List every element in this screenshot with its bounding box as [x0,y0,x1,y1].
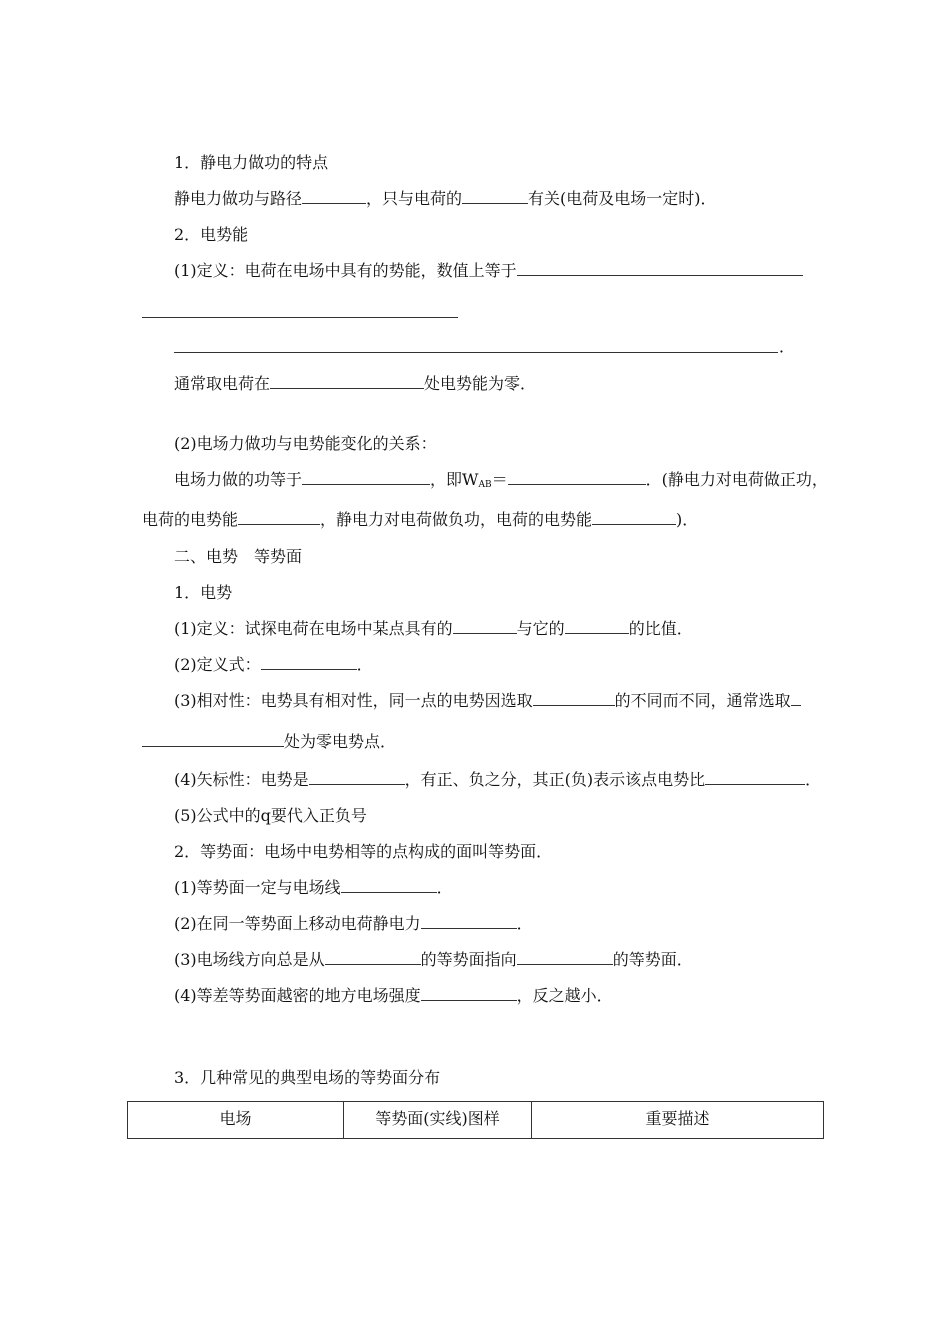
fill-blank[interactable] [791,691,801,706]
table-header-row [128,1102,824,1139]
paragraph-potential-definition: (1)定义：试探电荷在电场中某点具有的 与它的 的比值． [174,619,693,638]
paragraph-pe-definition: (1)定义：电荷在电场中具有的势能，数值上等于 [174,261,803,281]
fill-blank[interactable] [517,950,613,965]
heading-potential-equipotential: 二、电势 等势面 [174,547,303,566]
paragraph-equipotential-1: (1)等势面一定与电场线 ． [174,878,453,897]
heading-work-energy-relation: (2)电场力做功与电势能变化的关系： [174,434,437,453]
subheading-typical-fields: 3．几种常见的典型电场的等势面分布 [174,1068,441,1087]
table-header-cell: 电场 [128,1102,344,1139]
fill-blank[interactable] [462,189,528,204]
paragraph-potential-formula: (2)定义式： ． [174,655,373,674]
paragraph-relativity: (3)相对性：电势具有相对性，同一点的电势因选取 的不同而不同，通常选取 [174,691,801,711]
fill-blank[interactable] [592,510,676,525]
fill-blank-line[interactable] [174,352,778,353]
paragraph-equipotential-2: (2)在同一等势面上移动电荷静电力 ． [174,914,533,933]
paragraph-equipotential-3: (3)电场线方向总是从 的等势面指向 的等势面． [174,950,693,969]
fill-blank[interactable] [325,950,421,965]
fill-blank[interactable] [309,770,405,785]
fill-blank[interactable] [705,770,805,785]
table-header-cell: 等势面(实线)图样 [344,1102,532,1139]
paragraph-work-energy-cont: 电荷的电势能 ，静电力对电荷做负功，电荷的电势能 )． [142,510,699,529]
fill-blank[interactable] [270,374,424,389]
fill-blank[interactable] [565,619,629,634]
subheading-equipotential: 2．等势面：电场中电势相等的点构成的面叫等势面． [174,842,553,861]
paragraph-zero-reference: 通常取电荷在 处电势能为零． [174,374,537,393]
heading-work-features: 1．静电力做功的特点 [174,153,329,172]
paragraph-sign-note: (5)公式中的q要代入正负号 [174,806,367,825]
fill-blank-line[interactable] [142,317,458,318]
heading-potential-energy: 2．电势能 [174,225,249,244]
fill-blank[interactable] [302,189,366,204]
fill-blank[interactable] [533,691,615,706]
paragraph-work-path: 静电力做功与路径 ，只与电荷的 有关(电荷及电场一定时)． [174,189,717,208]
fill-blank[interactable] [508,470,646,485]
fill-blank[interactable] [302,470,430,485]
fill-blank[interactable] [453,619,517,634]
fill-blank[interactable] [341,878,437,893]
fill-blank[interactable] [421,986,517,1001]
fill-blank[interactable] [421,914,517,929]
table-header-cell: 重要描述 [532,1102,824,1139]
paragraph-relativity-cont: 处为零电势点． [142,732,396,752]
paragraph-scalar: (4)矢标性：电势是 ，有正、负之分，其正(负)表示该点电势比 ． [174,770,822,789]
fill-blank[interactable] [238,510,320,525]
period-mark: ． [779,337,796,356]
fill-blank[interactable] [142,732,284,747]
fill-blank[interactable] [261,655,357,670]
paragraph-work-energy: 电场力做的功等于 ，即$W_{AB}=$ ．(静电力对电荷做正功， [174,470,828,490]
subheading-potential: 1．电势 [174,583,233,602]
paragraph-equipotential-4: (4)等差等势面越密的地方电场强度 ，反之越小． [174,986,613,1005]
equipotential-table [127,1101,824,1139]
fill-blank[interactable] [517,261,803,276]
